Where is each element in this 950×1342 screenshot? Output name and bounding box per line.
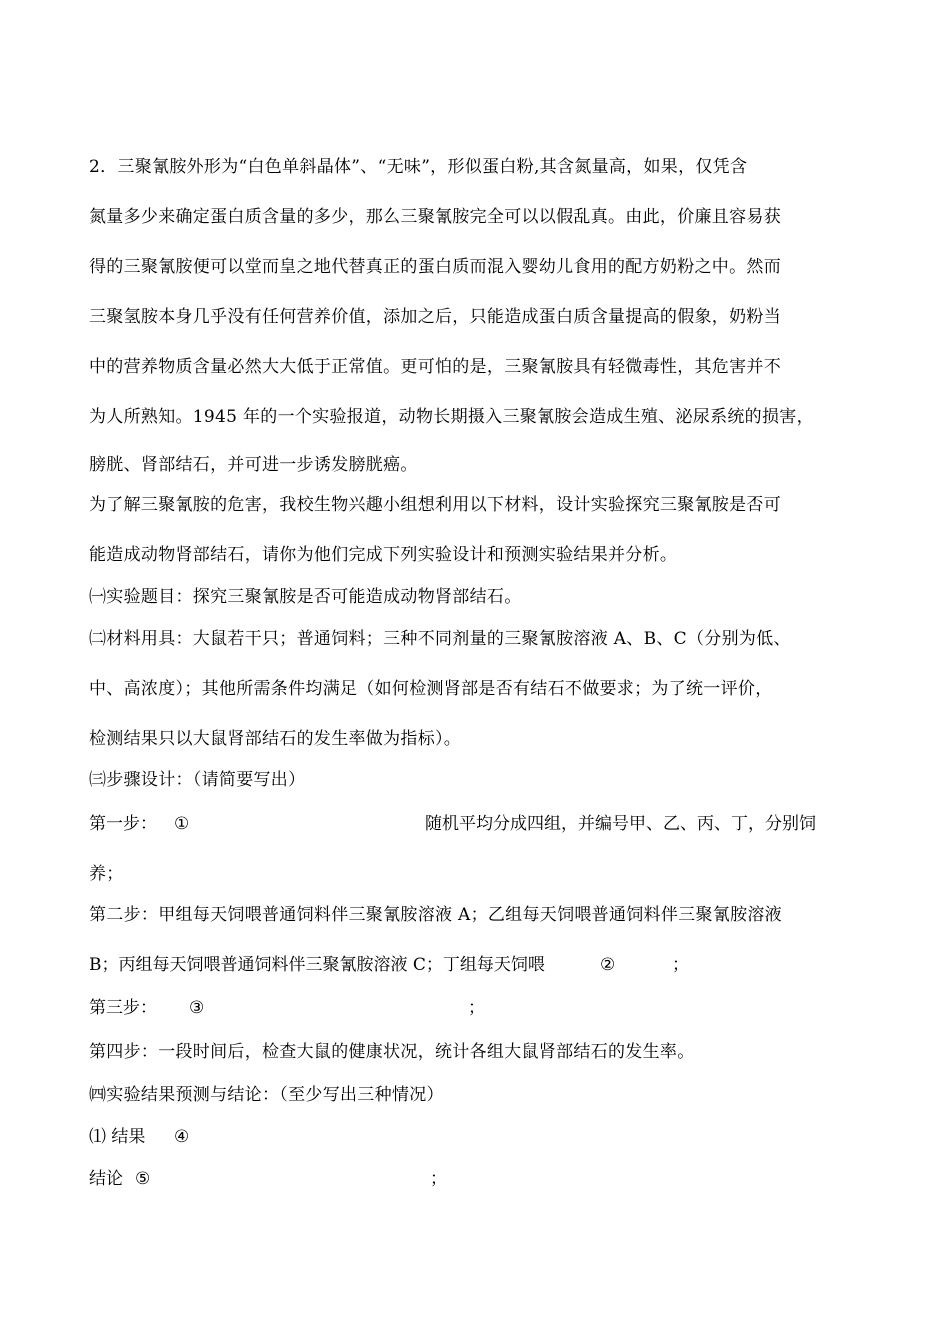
intro-line-4: 三聚氢胺本身几乎没有任何营养价值，添加之后，只能造成蛋白质含量提高的假象，奶粉当 — [89, 307, 781, 327]
conclusion1-end: ； — [430, 1169, 447, 1189]
materials-line-3: 检测结果只以大鼠肾部结石的发生率做为指标）。 — [89, 729, 462, 749]
task-line-2: 能造成动物肾部结石，请你为他们完成下列实验设计和预测实验结果并分析。 — [89, 545, 678, 565]
step4-line: 第四步：一段时间后，检查大鼠的健康状况，统计各组大鼠肾部结石的发生率。 — [89, 1042, 695, 1062]
intro-line-6: 为人所熟知。1945 年的一个实验报道，动物长期摄入三聚氰胺会造成生殖、泌尿系统的损害， — [89, 407, 814, 427]
step2-blank-marker: ② — [600, 955, 616, 975]
step2-line-2: B；丙组每天饲喂普通饲料伴三聚氰胺溶液 C；丁组每天饲喂 — [89, 955, 545, 975]
task-line-1: 为了解三聚氰胺的危害，我校生物兴趣小组想利用以下材料，设计实验探究三聚氰胺是否可 — [89, 495, 781, 515]
step3-label: 第三步： — [89, 998, 157, 1018]
result1-blank-marker: ④ — [174, 1127, 190, 1147]
intro-line-2: 氮量多少来确定蛋白质含量的多少，那么三聚氰胺完全可以以假乱真。由此，价廉且容易获 — [89, 207, 781, 227]
materials-line-1: ㈡材料用具：大鼠若干只；普通饲料；三种不同剂量的三聚氰胺溶液 A、B、C（分别为低、 — [89, 629, 791, 649]
section-title-1: ㈠实验题目：探究三聚氰胺是否可能造成动物肾部结石。 — [89, 587, 522, 607]
step1-text: 随机平均分成四组，并编号甲、乙、丙、丁，分别饲 — [425, 814, 816, 834]
conclusion1-label: 结论 — [89, 1169, 123, 1189]
step1-blank-marker: ① — [174, 814, 190, 834]
materials-line-2: 中、高浓度）；其他所需条件均满足（如何检测肾部是否有结石不做要求；为了统一评价， — [89, 679, 773, 699]
step1-continuation: 养； — [89, 864, 124, 884]
step3-end: ； — [468, 998, 485, 1018]
result1-label: ⑴ 结果 — [89, 1127, 146, 1147]
step2-line-1: 第二步：甲组每天饲喂普通饲料伴三聚氰胺溶液 A；乙组每天饲喂普通饲料伴三聚氰胺溶液 — [89, 905, 782, 925]
section-title-4: ㈣实验结果预测与结论：（至少写出三种情况） — [89, 1085, 444, 1105]
step3-blank-marker: ③ — [189, 998, 205, 1018]
section-title-3: ㈢步骤设计：（请简要写出） — [89, 770, 306, 790]
intro-line-5: 中的营养物质含量必然大大低于正常值。更可怕的是，三聚氰胺具有轻微毒性，其危害并不 — [89, 357, 781, 377]
intro-line-7: 膀胱、肾部结石，并可进一步诱发膀胱癌。 — [89, 455, 418, 475]
intro-line-3: 得的三聚氰胺便可以堂而皇之地代替真正的蛋白质而混入婴幼儿食用的配方奶粉之中。然而 — [89, 257, 781, 277]
conclusion1-blank-marker: ⑤ — [135, 1169, 151, 1189]
intro-line-1: 2．三聚氰胺外形为“白色单斜晶体”、“无味”，形似蛋白粉,其含氮量高，如果，仅凭含 — [89, 157, 748, 177]
step2-end: ； — [672, 955, 689, 975]
step1-label: 第一步： — [89, 814, 157, 834]
